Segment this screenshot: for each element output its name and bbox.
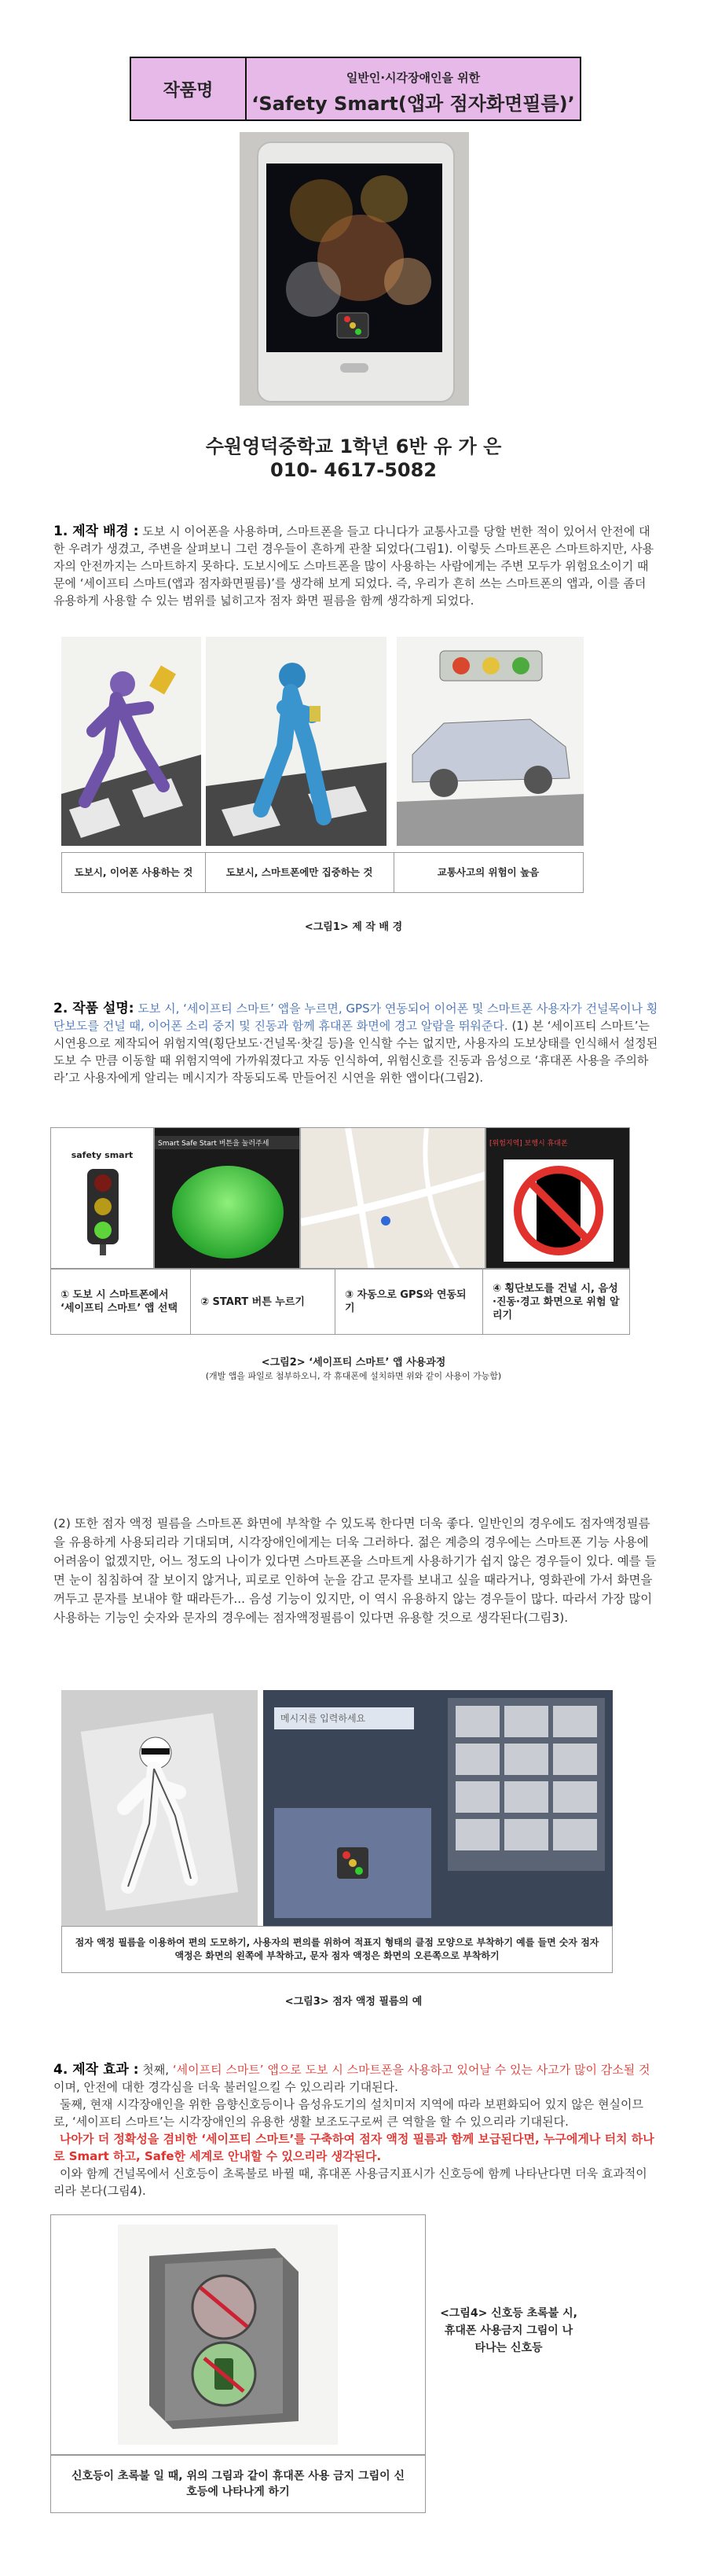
figure3-sketch-braille: [61, 1690, 258, 1926]
start-button[interactable]: [172, 1166, 284, 1259]
section1-heading: 1. 제작 배경 :: [53, 524, 139, 539]
message-input[interactable]: 메시지를 입력하세요: [274, 1707, 414, 1729]
section2-highlight: 도보 시, ‘세이프티 스마트’ 앱을 누르면, GPS가 연동되어 이어폰 및 스마트폰 사용자가 건널목이나 횡단보도를 건널 때, 이어폰 소리 중지 및 진동과 함께 휴대폰 화면에 경고 알람을 뛰워준다.: [53, 1001, 658, 1033]
title-subtitle: 일반인·시각장애인을 위한: [346, 71, 481, 85]
section4-body2: 둘째, 현재 시각장애인을 위한 음향신호등이나 음성유도기의 설치미저 지역에 따라 보편화되어 있지 않은 현실이므로, ‘세이프티 스마트’는 시각장애인의 유용한 생활 보조도구로써 큰 역할을 할 수 있으리라 기대된다.: [53, 2097, 644, 2129]
figure2-screen-warning: [485, 1127, 630, 1269]
fireworks-screen: [266, 164, 442, 352]
figure1-caption-table: [61, 852, 584, 893]
title-label: 작품명: [163, 80, 214, 101]
app-label: safety smart: [71, 1150, 134, 1160]
section3-text: (2) 또한 점자 액정 필름을 스마트폰 화면에 부착할 수 있도록 한다면 더욱 좋다. 일반인의 경우에도 점자액정필름을 유용하게 사용되리라 기대되며, 시각장애인에게는 더욱 그러하다. 젊은 계층의 경우에는 스마트폰 기능 사용에 어려움이 없겠지만, 어느 정도의 나이가 있다면 스마트폰을 스마트게 사용하기가 쉽지 않은 경우들이 있다. 예를 들면 눈이 침침하여 잘 보이지 않거나, 피로로 인하여 눈을 감고 문자를 보내고 싶을 때라거나, 영화관에 가서 화면을 꺼두고 문자를 보내야 할 때라든가... 음성 기능이 있지만, 이 역시 유용하지 않는 경우들이 많다. 따라서 가장 많이 사용하는 기능인 숫자와 문자의 경우에는 점자액정필름이 있다면 유용할 것으로 생각된다(그림3).: [53, 1516, 657, 1625]
warning-bar: [위험지역] 보행시 휴대폰: [489, 1140, 568, 1148]
figure4-caption: 신호등이 초록불 일 때, 위의 그림과 같이 휴대폰 사용 금지 그림이 신호등에 나타나게 하기: [71, 2470, 405, 2498]
figure4-caption-box: [50, 2455, 426, 2513]
section1-text: [53, 523, 658, 609]
title-box: [130, 57, 581, 121]
figure2-screen-map: [300, 1127, 485, 1269]
section4-lead: 첫째,: [138, 2063, 173, 2077]
section4-text: [53, 2061, 658, 2199]
figure1-caption-1: 도보시, 이어폰 사용하는 것: [62, 853, 206, 892]
section2-heading: 2. 작품 설명:: [53, 1001, 134, 1016]
author-phone: 010- 4617-5082: [270, 459, 437, 481]
figure3-photo-keypad: [263, 1690, 613, 1926]
figure2-screen-app: [50, 1127, 154, 1269]
section2-body: (1) 본 ‘세이프티 스마트’는 시연용으로 제작되어 위험지역(횡단보도·건널목·찻길 등)을 인식할 수는 없지만, 사용자의 도보상태를 인식해서 설정된 도보 수 만큼 이동할 때 위험지역에 가까워졌다고 자동 인식하여, 위험신호를 진동과 음성으로 ‘휴대폰 사용을 주의하라’고 사용자에게 알리는 메시지가 작동되도록 만들어진 시연을 위한 앱이다(그림2).: [53, 1019, 658, 1085]
page-title: ‘Safety Smart(앱과 점자화면필름)’: [251, 93, 575, 115]
figure2-screen-start: [154, 1127, 300, 1269]
figure1-title: <그림1> 제 작 배 경: [304, 921, 403, 933]
figure1-caption-2: 도보시, 스마트폰에만 집중하는 것: [205, 853, 394, 892]
section4-body1: 이며, 안전에 대한 경각심을 더욱 불러일으킬 수 있으리라 기대된다.: [53, 2080, 398, 2094]
section1-body: 도보 시 이어폰을 사용하며, 스마트폰을 들고 다니다가 교통사고를 당할 번한 적이 있어서 안전에 대한 우려가 생겼고, 주변을 살펴보니 그런 경우들이 흔하게 관찰 되었다(그림1). 이렇듯 스마트폰은 스마트하지만, 사용자의 안전까지는 스마트하지 못하다. 도보시에도 스마트폰을 많이 사용하는 사람에게는 주변 모두가 위험요소이기 때문에 ‘세이프티 스마트(앱과 점자화면필름)’를 생각해 보게 되었다. 즉, 우리가 흔히 쓰는 스마트폰의 앱과, 이를 좀더 유용하게 사용할 수 있는 범위를 넓히고자 점자 화면 필름을 함께 생각하게 되었다.: [53, 524, 654, 608]
step-1: ① 도보 시 스마트폰에서 ‘세이프티 스마트’ 앱 선택: [51, 1270, 191, 1334]
section4-body3: 이와 함께 건널목에서 신호등이 초록불로 바뀔 때, 휴대폰 사용금지표시가 신호등에 함께 나타난다면 더욱 효과적이리라 본다(그림4).: [53, 2166, 647, 2198]
step-3: ③ 자동으로 GPS와 연동되기: [335, 1270, 483, 1334]
section4-red1: ‘세이프티 스마트’ 앱으로 도보 시 스마트폰을 사용하고 있어날 수 있는 사고가 많이 감소될 것: [172, 2063, 650, 2077]
figure3-caption: 점자 액정 필름을 이용하여 편의 도모하기, 사용자의 편의를 위하여 적표지 형태의 클점 모양으로 부착하기 예를 들면 숫자 점자 액정은 화면의 왼쪽에 부착하고, 문자 점자 액정은 화면의 오른쪽으로 부착하기: [75, 1937, 599, 1961]
section2-text: [53, 1000, 658, 1086]
figure3-title: <그림3> 점자 액정 필름의 예: [284, 1996, 423, 2008]
figure1-sketch-earphone: [61, 637, 201, 846]
section4-red2: 나아가 더 정확성을 겸비한 ‘세이프티 스마트’를 구축하여 점자 액정 필름과 함께 보급된다면, 누구에게나 터치 하나로 Smart 하고, Safe한 세계로 안내할 수 있으리라 생각된다.: [53, 2132, 654, 2163]
no-phone-icon: [504, 1159, 614, 1262]
figure4-sketch-signal: [118, 2225, 338, 2445]
figure1-sketch-traffic: [397, 637, 584, 846]
figure1-sketch-smartphone: [206, 637, 386, 846]
figure1-caption-3: 교통사고의 위험이 높음: [437, 866, 540, 878]
section4-heading: 4. 제작 효과 :: [53, 2062, 139, 2078]
step-2: ② START 버튼 누르기: [191, 1270, 335, 1334]
figure2-note: (개발 앱을 파일로 첨부하오니, 각 휴대폰에 설치하면 위와 같이 사용이 가능함): [205, 1371, 502, 1381]
step-4: ④ 횡단보도를 건널 시, 음성·진동·경고 화면으로 위험 알리기: [493, 1282, 620, 1321]
app-start-bar: Smart Safe Start 버튼을 눌러주세: [155, 1136, 299, 1149]
author-name: 수원영덕중학교 1학년 6반 유 가 은: [205, 435, 502, 458]
figure3-caption-box: [61, 1926, 613, 1973]
main-phone-photo: [240, 132, 469, 406]
figure4-side-caption: <그림4> 신호등 초록불 시, 휴대폰 사용금지 그림이 나타나는 신호등: [440, 2307, 577, 2354]
figure2-title: <그림2> ‘세이프티 스마트’ 앱 사용과정: [261, 1357, 446, 1369]
figure2-step-table: [50, 1269, 630, 1335]
